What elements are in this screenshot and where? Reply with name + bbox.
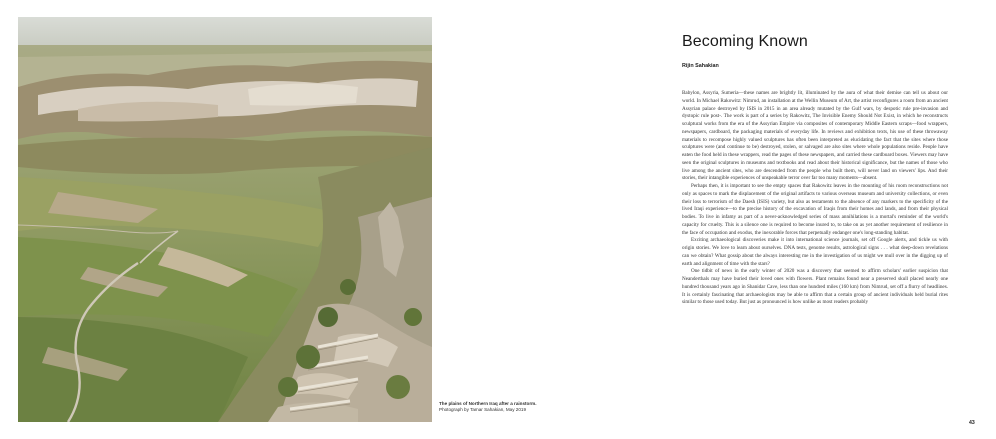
page-number: 43 xyxy=(969,420,975,426)
landscape-photo xyxy=(18,17,432,422)
body-paragraph: Babylon, Assyria, Sumeria—these names are brightly lit, illuminated by the aura of what their demise can tell us about our world. In Michael Rakowitz: Nimrud, an installation at the Wellin Museum of Art, the artist reconfigures a room from an ancient Assyrian palace destroyed by ISIS in 2015 in an area already mutated by the Gulf wars, by despotic rule pre-invasion and dystopic rule post-. The work is part of a series by Rakowitz, The Invisible Enemy Should Not Exist, in which he reconstructs sculptural works from the era of the Assyrian Empire via composites of contemporary Middle Eastern scraps—food wrappers, newspapers, cardboard, the packaging materials of everyday life. In reviews and exhibition texts, his use of these throwaway materials to recompose highly valued sculptures has often been interpreted as elucidating the fact that the sites where those sculptures were (and continue to be) destroyed, stolen, or salvaged are also sites where whole populations reside. People have eaten the food held in these wrappers, read the pages of these newspapers, and carried these cardboard boxes. Viewers may have seen the original sculptures in museums and textbooks and read about their historical significance, but the names of those who live among the ancient sites, who are descended from the people who built them, will never land on viewers' lips. And their stories, their intangible experiences of unspeakable terror over far too many moments—absent. xyxy=(682,90,948,182)
body-paragraph: Exciting archaeological discoveries make it into international science journals, set off Google alerts, and tickle us with origin stories. We love to learn about ourselves. DNA tests, genome results, astrological signs . . . what deep-down revelations can we obtain? What gossip about the always interesting me in the investigation of us might we mull over in the digging up of earth and alignment of time with the stars? xyxy=(682,237,948,267)
body-paragraph: One tidbit of news in the early winter of 2020 was a discovery that seemed to affirm scholars' earlier suspicion that Neanderthals may have buried their loved ones with flowers. Plant remains found near a preserved skull placed nearly one hundred thousand years ago in Shanidar Cave, less than one hundred miles (160 km) from Nimrud, set off a flurry of headlines. It is certainly fascinating that archaeologists may be able to affirm that a certain group of ancient individuals held burial rites similar to those used today. But just as pronounced is how unlike as most readers probably xyxy=(682,268,948,306)
photo-caption xyxy=(439,401,649,413)
article-author: Rijin Sahakian xyxy=(682,63,719,69)
caption-credit: Photograph by Tamar Sahakian, May 2019 xyxy=(439,407,526,412)
caption-title: The plains of Northern Iraq after a rainstorm. xyxy=(439,401,537,406)
body-paragraph: Perhaps then, it is important to see the empty spaces that Rakowitz leaves in the mounting of his room reconstructions not only as spaces to mark the displacement of the original artifacts to various overseas museum and university collections, or even their loss to terrorism of the Daesh (ISIS) variety, but also as testaments to the absence of any markers to the specificity of the lived Iraqi experience—to the precise history of the excavation of Iraqis from their homes and lands, and from their physical bodies. To live in infamy as part of a never-acknowledged series of mass annihilations is a mortal's reminder of the world's capacity for cruelty. This is a silence one is required to become inured to, to take on as yet another requirement of resilience in the face of occupation and exodus, the inexorable forces that perpetually endanger one's long-standing habitat. xyxy=(682,183,948,236)
article-title: Becoming Known xyxy=(682,33,808,50)
article-body xyxy=(682,90,948,307)
